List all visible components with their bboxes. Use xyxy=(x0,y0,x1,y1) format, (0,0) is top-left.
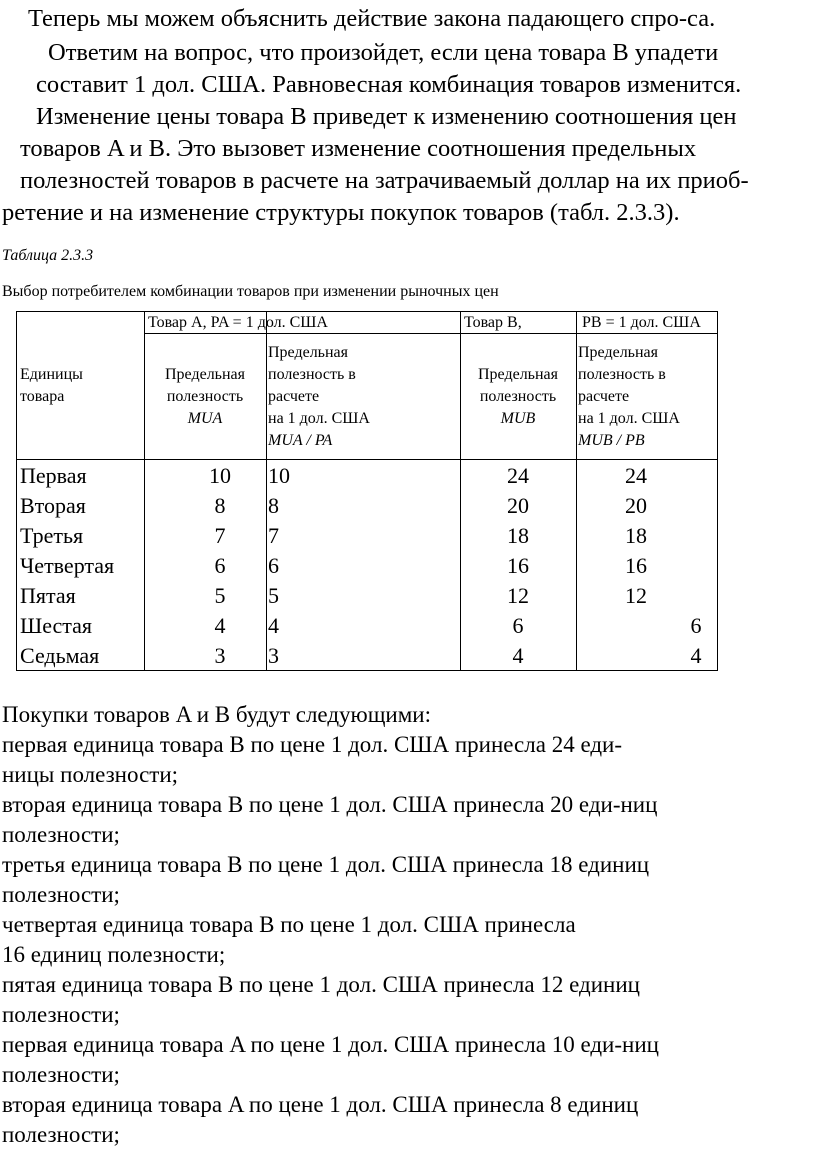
mu-b-header: Предельная xyxy=(478,366,558,383)
row-unit-label: Вторая xyxy=(20,493,86,518)
intro-line: Изменение цены товара B приведет к изменению соотношения цен xyxy=(36,103,737,130)
row-unit-label: Четвертая xyxy=(20,553,115,578)
units-header: Единицы xyxy=(20,366,83,383)
purchases-line: 16 единиц полезности; xyxy=(2,942,226,967)
ratio-a-header: полезность в xyxy=(268,366,356,383)
table-cell-ratio-a: 10 xyxy=(268,463,290,488)
ratio-b-header: на 1 дол. США xyxy=(578,410,680,427)
row-unit-label: Седьмая xyxy=(20,643,100,668)
table-cell-mu-b: 18 xyxy=(507,523,529,548)
ratio-b-header: полезность в xyxy=(578,366,666,383)
intro-line: Ответим на вопрос, что произойдет, если цена товара B упадети xyxy=(48,39,719,66)
good-b-header: Товар B, xyxy=(464,314,522,331)
good-a-header: Товар A, PA = 1 дол. США xyxy=(148,314,328,331)
table-cell-mu-a: 5 xyxy=(214,583,226,608)
good-b-price-header: PB = 1 дол. США xyxy=(582,314,701,331)
table-cell-ratio-b: 20 xyxy=(625,493,647,518)
table-cell-mu-b: 12 xyxy=(507,583,529,608)
ratio-a-symbol: MUA / PA xyxy=(268,432,333,449)
table-cell-ratio-b: 12 xyxy=(625,583,647,608)
table-cell-mu-a: 6 xyxy=(214,553,226,578)
header-divider xyxy=(144,333,718,334)
table-cell-ratio-a: 3 xyxy=(268,643,279,668)
purchases-line: пятая единица товара B по цене 1 дол. США принесла 12 единиц xyxy=(2,972,640,997)
table-cell-ratio-b: 4 xyxy=(690,643,702,668)
purchases-line: Покупки товаров A и B будут следующими: xyxy=(2,702,431,727)
row-unit-label: Первая xyxy=(20,463,87,488)
header-divider xyxy=(16,459,718,460)
table-cell-mu-a: 7 xyxy=(214,523,226,548)
intro-line: составит 1 дол. США. Равновесная комбинация товаров изменится. xyxy=(36,71,742,98)
table-cell-ratio-b: 6 xyxy=(690,613,702,638)
purchases-line: вторая единица товара A по цене 1 дол. США принесла 8 единиц xyxy=(2,1092,639,1117)
mu-b-symbol: MUB xyxy=(500,410,536,427)
ratio-b-symbol: MUB / PB xyxy=(578,432,645,449)
purchases-line: полезности; xyxy=(2,1002,120,1027)
table-cell-ratio-a: 8 xyxy=(268,493,279,518)
mu-a-header: Предельная xyxy=(165,366,245,383)
purchases-line: полезности; xyxy=(2,822,120,847)
table-label: Таблица 2.3.3 xyxy=(2,247,94,264)
ratio-a-header: Предельная xyxy=(268,344,348,361)
table-cell-ratio-a: 7 xyxy=(268,523,279,548)
ratio-a-header: расчете xyxy=(268,388,320,405)
mu-a-symbol: MUA xyxy=(187,410,223,427)
table-cell-mu-b: 20 xyxy=(507,493,529,518)
row-unit-label: Пятая xyxy=(20,583,76,608)
ratio-b-header: Предельная xyxy=(578,344,658,361)
column-divider xyxy=(576,311,577,671)
table-cell-mu-a: 10 xyxy=(209,463,231,488)
intro-line: Теперь мы можем объяснить действие закона падающего спро-са. xyxy=(28,5,716,32)
table-cell-mu-a: 8 xyxy=(214,493,226,518)
purchases-line: четвертая единица товара B по цене 1 дол. США принесла xyxy=(2,912,576,937)
table-cell-ratio-a: 5 xyxy=(268,583,279,608)
intro-line: полезностей товаров в расчете на затрачиваемый доллар на их приоб- xyxy=(20,167,749,194)
units-header: товара xyxy=(20,388,65,405)
mu-a-header: полезность xyxy=(166,388,244,405)
table-cell-ratio-b: 16 xyxy=(625,553,647,578)
purchases-line: полезности; xyxy=(2,1062,120,1087)
row-unit-label: Третья xyxy=(20,523,84,548)
ratio-b-header: расчете xyxy=(578,388,630,405)
table-cell-ratio-b: 24 xyxy=(625,463,647,488)
column-divider xyxy=(266,311,267,671)
ratio-a-header: на 1 дол. США xyxy=(268,410,370,427)
table-cell-ratio-b: 18 xyxy=(625,523,647,548)
purchases-line: вторая единица товара B по цене 1 дол. США принесла 20 еди-ниц xyxy=(2,792,658,817)
purchases-line: третья единица товара B по цене 1 дол. США принесла 18 единиц xyxy=(2,852,650,877)
table-cell-mu-b: 16 xyxy=(507,553,529,578)
intro-line: ретение и на изменение структуры покупок товаров (табл. 2.3.3). xyxy=(2,199,680,226)
table-cell-mu-a: 4 xyxy=(214,613,226,638)
table-cell-mu-b: 6 xyxy=(512,613,524,638)
purchases-line: первая единица товара A по цене 1 дол. США принесла 10 еди-ниц xyxy=(2,1032,659,1057)
intro-line: товаров A и B. Это вызовет изменение соотношения предельных xyxy=(20,135,697,162)
table-cell-mu-b: 4 xyxy=(512,643,524,668)
table-cell-ratio-a: 6 xyxy=(268,553,279,578)
purchases-line: первая единица товара B по цене 1 дол. США принесла 24 еди- xyxy=(2,732,623,757)
table-title: Выбор потребителем комбинации товаров при изменении рыночных цен xyxy=(2,283,499,300)
table-cell-mu-b: 24 xyxy=(507,463,529,488)
table-cell-ratio-a: 4 xyxy=(268,613,279,638)
purchases-line: полезности; xyxy=(2,1122,120,1147)
mu-b-header: полезность xyxy=(479,388,557,405)
row-unit-label: Шестая xyxy=(20,613,93,638)
purchases-line: полезности; xyxy=(2,882,120,907)
utility-table xyxy=(16,311,718,671)
table-cell-mu-a: 3 xyxy=(214,643,226,668)
purchases-line: ницы полезности; xyxy=(2,762,179,787)
